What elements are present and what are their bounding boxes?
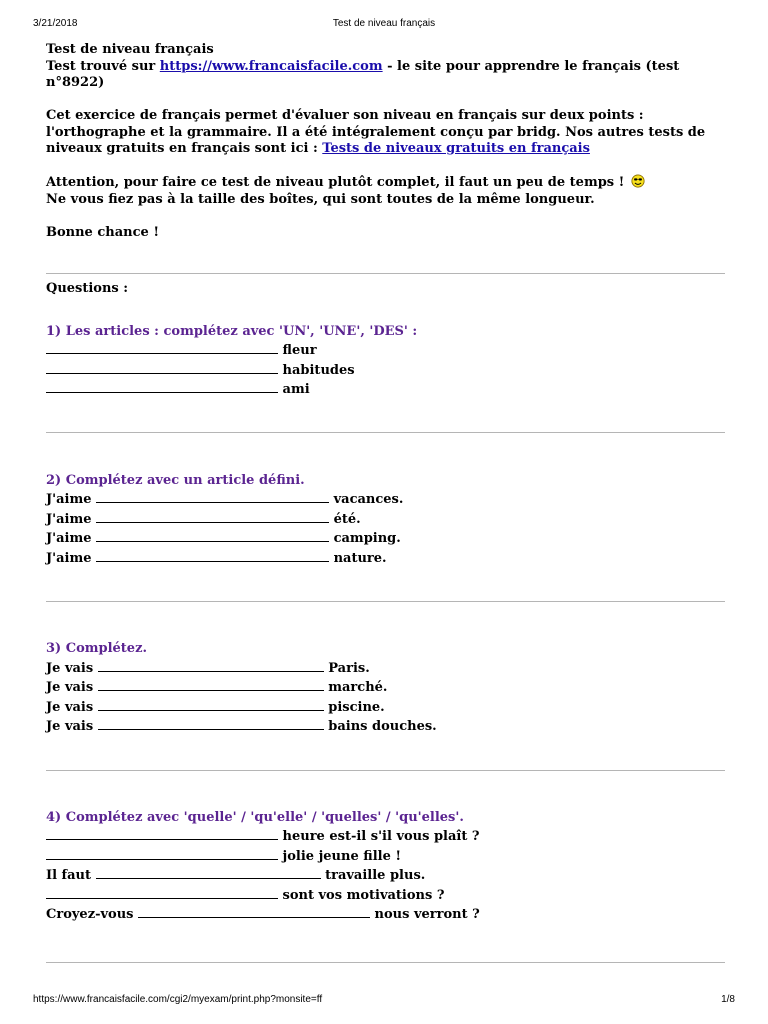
attention-line [46,174,726,192]
line-suffix: sont vos motivations ? [282,887,445,903]
line-prefix: J'aime [46,492,92,507]
question-3 [46,641,726,736]
boxes-note: Ne vous fiez pas à la taille des boîtes, qui sont toutes de la même longueur. [46,191,595,207]
source-line [46,59,726,92]
answer-line [46,340,726,360]
line-suffix: camping. [333,531,401,546]
line-suffix: piscine. [328,699,385,715]
line-prefix: J'aime [46,531,92,546]
source-suffix: - le site pour apprendre le français (test n°8922) [46,58,680,90]
line-prefix: Je vais [46,719,94,734]
print-date: 3/21/2018 [33,18,78,29]
line-suffix: nous verront ? [374,907,480,922]
answer-blank[interactable] [138,904,370,918]
answer-line [46,865,726,885]
answer-line [46,846,726,866]
answer-line [46,509,726,529]
answer-blank[interactable] [96,865,321,879]
answer-blank[interactable] [98,697,324,711]
question-title: 4) Complétez avec 'quelle' / 'qu'elle' / 'quelles' / 'qu'elles'. [46,809,464,825]
answer-blank[interactable] [98,716,324,730]
answer-line [46,360,726,380]
line-suffix: jolie jeune fille ! [282,848,402,864]
question-title: 1) Les articles : complétez avec 'UN', 'UNE', 'DES' : [46,323,418,339]
line-suffix: fleur [282,343,317,358]
intro-text: Cet exercice de français permet d'évaluer son niveau en français sur deux points : l'orthographe et la grammaire. Il a été intégralement conçu par bridg. Nos autres tests de niveaux gratuits en français sont ici : [46,108,706,156]
levels-link[interactable]: Tests de niveaux gratuits en français [322,141,590,156]
question-title: 2) Complétez avec un article défini. [46,472,305,488]
line-suffix: nature. [333,550,387,566]
line-prefix: Je vais [46,699,94,715]
answer-line [46,716,726,736]
question-1 [46,324,726,399]
answer-blank[interactable] [46,885,278,899]
line-prefix: J'aime [46,550,92,566]
answer-blank[interactable] [46,379,278,393]
answer-line [46,904,726,924]
answer-line [46,885,726,905]
site-link[interactable]: https://www.francaisfacile.com [159,58,383,74]
answer-blank[interactable] [98,658,324,672]
line-suffix: vacances. [333,492,404,507]
answer-blank[interactable] [46,826,278,840]
answer-line [46,528,726,548]
answer-blank[interactable] [96,548,329,562]
divider [46,962,725,963]
attention-text: Attention, pour faire ce test de niveau plutôt complet, il faut un peu de temps ! [46,175,625,190]
doc-title: Test de niveau français [46,42,214,57]
line-suffix: été. [333,511,361,527]
source-prefix: Test trouvé sur [46,58,160,74]
answer-blank[interactable] [96,489,329,503]
answer-line [46,826,726,846]
line-suffix: habitudes [282,362,355,378]
answer-line [46,489,726,509]
line-prefix: Il faut [46,868,92,883]
answer-line [46,697,726,717]
line-prefix: Je vais [46,680,94,695]
intro-paragraph [46,108,716,158]
page-number: 1/8 [721,994,735,1005]
smiley-icon [631,174,645,188]
answer-blank[interactable] [96,509,329,523]
answer-blank[interactable] [46,340,278,354]
line-suffix: marché. [328,680,388,695]
answer-blank[interactable] [46,360,278,374]
questions-label: Questions : [46,281,129,296]
answer-blank[interactable] [46,846,278,860]
line-prefix: Je vais [46,660,94,676]
answer-line [46,379,726,399]
answer-blank[interactable] [98,677,324,691]
answer-line [46,658,726,678]
line-suffix: ami [282,382,310,397]
print-url: https://www.francaisfacile.com/cgi2/myexam/print.php?monsite=ff [33,994,323,1005]
line-suffix: bains douches. [328,719,437,734]
line-suffix: travaille plus. [325,868,426,883]
question-2 [46,473,726,568]
good-luck: Bonne chance ! [46,224,160,240]
answer-line [46,677,726,697]
line-prefix: J'aime [46,511,92,527]
answer-line [46,548,726,568]
line-suffix: Paris. [328,660,370,676]
question-title: 3) Complétez. [46,641,147,656]
line-prefix: Croyez-vous [46,907,134,922]
answer-blank[interactable] [96,528,329,542]
line-suffix: heure est-il s'il vous plaît ? [282,829,480,844]
print-title: Test de niveau français [332,18,436,29]
question-4 [46,810,726,924]
document-body [46,42,726,963]
